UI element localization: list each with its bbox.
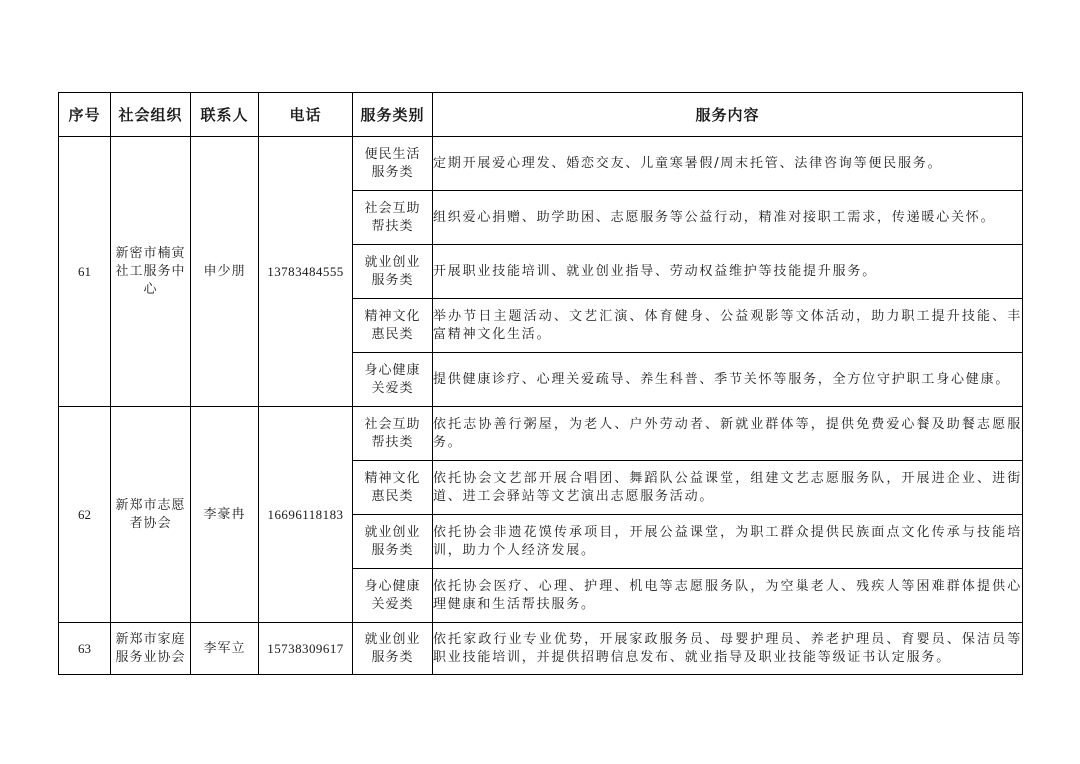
phone-cell: 16696118183 [259, 407, 353, 623]
table-row [59, 623, 1023, 675]
organization-cell [111, 623, 191, 675]
header-row [59, 93, 1023, 137]
category-cell [353, 407, 433, 461]
category-cell [353, 137, 433, 191]
header-content: 服务内容 [433, 93, 1023, 137]
content-cell: 依托协会文艺部开展合唱团、舞蹈队公益课堂，组建文艺志愿服务队，开展进企业、进街道、进工会驿站等文艺演出志愿服务活动。 [433, 461, 1023, 515]
content-cell: 依托家政行业专业优势，开展家政服务员、母婴护理员、养老护理员、育婴员、保洁员等职业技能培训，并提供招聘信息发布、就业指导及职业技能等级证书认定服务。 [433, 623, 1023, 675]
index-cell: 62 [59, 407, 111, 623]
header-phone: 电话 [259, 93, 353, 137]
category-label: 便民生活服务类 [364, 146, 421, 180]
header-category: 服务类别 [353, 93, 433, 137]
category-label: 精神文化惠民类 [364, 470, 421, 504]
category-cell [353, 515, 433, 569]
organization-cell [111, 137, 191, 407]
organization-cell [111, 407, 191, 623]
contact-cell: 李豪冉 [191, 407, 259, 623]
category-cell [353, 245, 433, 299]
category-cell [353, 569, 433, 623]
index-cell: 61 [59, 137, 111, 407]
content-cell: 依托协会医疗、心理、护理、机电等志愿服务队，为空巢老人、残疾人等困难群体提供心理健康和生活帮扶服务。 [433, 569, 1023, 623]
content-cell: 举办节日主题活动、文艺汇演、体育健身、公益观影等文体活动，助力职工提升技能、丰富精神文化生活。 [433, 299, 1023, 353]
index-cell: 63 [59, 623, 111, 675]
category-cell [353, 299, 433, 353]
category-cell [353, 623, 433, 675]
header-index: 序号 [59, 93, 111, 137]
category-label: 就业创业服务类 [364, 254, 421, 288]
category-cell [353, 353, 433, 407]
content-cell: 提供健康诊疗、心理关爱疏导、养生科普、季节关怀等服务，全方位守护职工身心健康。 [433, 353, 1023, 407]
category-label: 就业创业服务类 [364, 524, 421, 558]
content-cell: 依托志协善行粥屋，为老人、户外劳动者、新就业群体等，提供免费爱心餐及助餐志愿服务。 [433, 407, 1023, 461]
phone-cell: 15738309617 [259, 623, 353, 675]
category-cell [353, 191, 433, 245]
table-row [59, 137, 1023, 191]
organization-name: 新密市楠寅社工服务中心 [115, 245, 186, 297]
phone-cell: 13783484555 [259, 137, 353, 407]
contact-cell: 李军立 [191, 623, 259, 675]
header-contact: 联系人 [191, 93, 259, 137]
category-label: 精神文化惠民类 [364, 308, 421, 342]
contact-cell: 申少朋 [191, 137, 259, 407]
header-organization: 社会组织 [111, 93, 191, 137]
content-cell: 开展职业技能培训、就业创业指导、劳动权益维护等技能提升服务。 [433, 245, 1023, 299]
content-cell: 定期开展爱心理发、婚恋交友、儿童寒暑假/周末托管、法律咨询等便民服务。 [433, 137, 1023, 191]
table-row [59, 407, 1023, 461]
category-label: 就业创业服务类 [364, 631, 421, 665]
category-label: 身心健康关爱类 [364, 362, 421, 396]
category-label: 身心健康关爱类 [364, 578, 421, 612]
content-cell: 组织爱心捐赠、助学助困、志愿服务等公益行动，精准对接职工需求，传递暖心关怀。 [433, 191, 1023, 245]
organization-name: 新郑市志愿者协会 [115, 497, 186, 531]
category-cell [353, 461, 433, 515]
category-label: 社会互助帮扶类 [364, 200, 421, 234]
organization-name: 新郑市家庭服务业协会 [115, 631, 186, 665]
content-cell: 依托协会非遗花馍传承项目，开展公益课堂，为职工群众提供民族面点文化传承与技能培训，助力个人经济发展。 [433, 515, 1023, 569]
service-table [58, 92, 1023, 675]
category-label: 社会互助帮扶类 [364, 416, 421, 450]
